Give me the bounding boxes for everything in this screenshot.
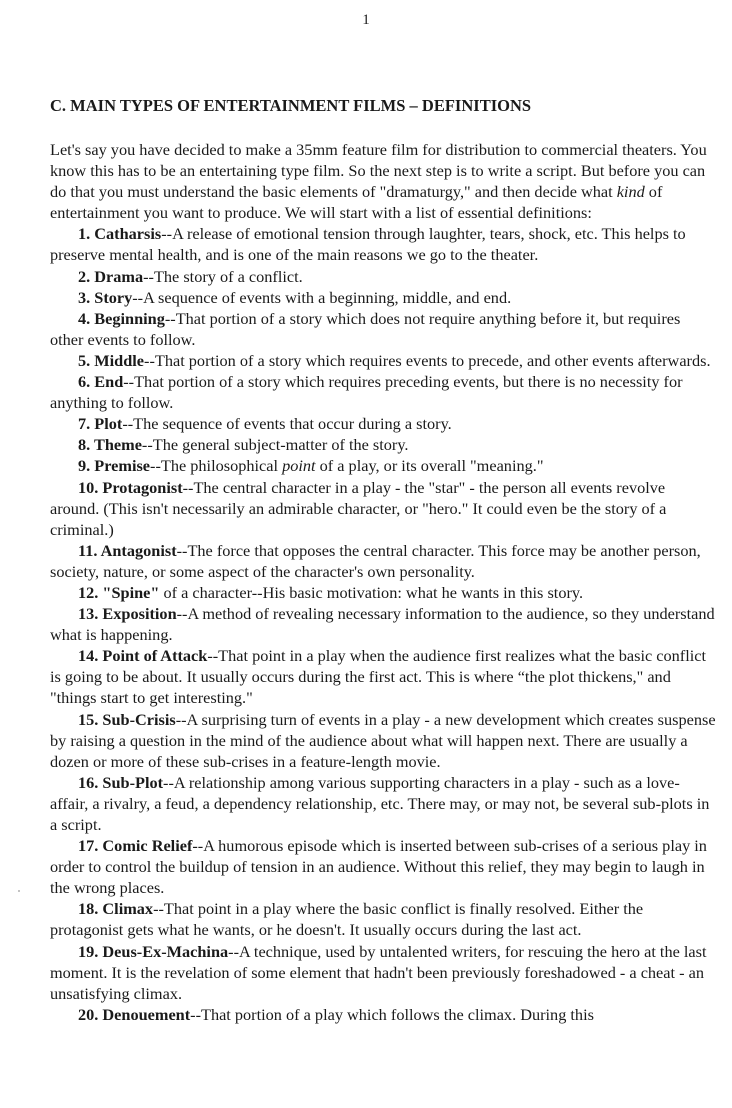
definition-text: --The central character in a play - the "star" - the person all events revolve around. (This isn't necessarily an admirable character, or "hero." It could even be the story of a criminal.) <box>50 477 667 539</box>
definition-text: --That point in a play where the basic conflict is finally resolved. Either the protagonist gets what he wants, or he doesn't. It usually occurs during the last act. <box>50 899 644 940</box>
definition-term: 10. Protagonist <box>78 477 183 497</box>
definition-point-of-attack <box>50 645 716 708</box>
definition-term: 5. Middle <box>78 350 145 370</box>
definition-term: 12. "Spine" <box>78 582 160 602</box>
definition-text: --That portion of a story which does not require anything before it, but requires other events to follow. <box>50 308 681 349</box>
definition-term: 16. Sub-Plot <box>78 772 164 792</box>
definition-premise <box>50 455 716 476</box>
definition-term: 13. Exposition <box>78 604 177 624</box>
intro-emphasis: kind <box>616 182 645 202</box>
definition-text: --A release of emotional tension through laughter, tears, shock, etc. This helps to preserve mental health, and is one of the main reasons we go to the theater. <box>50 224 686 265</box>
definition-deus-ex-machina <box>50 941 716 1004</box>
definition-text: --A technique, used by untalented writers, for rescuing the hero at the last moment. It is the revelation of some element that hadn't been previously foreshadowed - a cheat - an unsatisfying climax. <box>50 941 707 1003</box>
definition-protagonist <box>50 477 716 540</box>
definition-text: --A surprising turn of events in a play - a new development which creates suspense by raising a question in the mind of the audience about what will happen next. There are usually a dozen or more of these sub-crises in a feature-length movie. <box>50 709 716 771</box>
section-heading: C. MAIN TYPES OF ENTERTAINMENT FILMS – DEFINITIONS <box>50 96 532 115</box>
definition-term: 15. Sub-Crisis <box>78 709 176 729</box>
definition-text: --That point in a play when the audience first realizes what the basic conflict is going to be about. It usually occurs during the first act. This is where “the plot thickens," and "things start to get interesting." <box>50 646 706 708</box>
definition-text: --That portion of a story which requires preceding events, but there is no necessity for anything to follow. <box>50 372 683 413</box>
definition-theme <box>50 434 716 455</box>
definition-beginning <box>50 308 716 350</box>
scan-speck <box>18 890 20 892</box>
definition-end <box>50 371 716 413</box>
definition-term: 4. Beginning <box>78 308 165 328</box>
definition-sub-crisis <box>50 709 716 772</box>
definition-exposition <box>50 603 716 645</box>
definition-term: 1. Catharsis <box>78 224 162 244</box>
definition-text: --A sequence of events with a beginning, middle, and end. <box>132 287 512 307</box>
definition-term: 11. Antagonist <box>78 540 177 560</box>
definition-spine <box>50 582 716 603</box>
definition-term: 3. Story <box>78 287 133 307</box>
definition-climax <box>50 898 716 940</box>
page-number: 1 <box>362 12 370 28</box>
definition-term: 6. End <box>78 372 124 392</box>
definition-emphasis: point <box>282 456 316 476</box>
definition-term: 7. Plot <box>78 414 123 434</box>
document-body <box>50 139 716 1025</box>
definition-text: --That portion of a play which follows the climax. During this <box>190 1004 594 1024</box>
definition-term: 14. Point of Attack <box>78 646 208 666</box>
definition-comic-relief <box>50 835 716 898</box>
definition-text: --The general subject-matter of the story. <box>141 435 409 455</box>
definition-term: 9. Premise <box>78 456 151 476</box>
definition-denouement <box>50 1004 716 1025</box>
definition-text: --A relationship among various supporting characters in a play - such as a love-affair, a rivalry, a feud, a dependency relationship, etc. There may, or may not, be several sub-plots in a script. <box>50 772 710 834</box>
definition-antagonist <box>50 540 716 582</box>
definition-story <box>50 287 716 308</box>
definition-text-continued: of a play, or its overall "meaning." <box>315 456 544 476</box>
definition-text: --That portion of a story which requires events to precede, and other events afterwards. <box>144 350 711 370</box>
definition-catharsis <box>50 223 716 265</box>
definition-sub-plot <box>50 772 716 835</box>
definition-drama <box>50 266 716 287</box>
definition-text: --A method of revealing necessary information to the audience, so they understand what is happening. <box>50 604 715 645</box>
definition-text: --The force that opposes the central character. This force may be another person, society, nature, or some aspect of the character's own personality. <box>50 540 701 581</box>
definition-term: 8. Theme <box>78 435 142 455</box>
definition-text: --The sequence of events that occur during a story. <box>122 414 452 434</box>
definition-term: 17. Comic Relief <box>78 836 193 856</box>
definition-plot <box>50 413 716 434</box>
definition-term: 18. Climax <box>78 899 154 919</box>
definition-term: 19. Deus-Ex-Machina <box>78 941 229 961</box>
definition-text: --A humorous episode which is inserted between sub-crises of a serious play in order to control the buildup of tension in an audience. Without this relief, they may begin to laugh in the wrong places. <box>50 836 707 898</box>
definition-text: --The story of a conflict. <box>143 266 303 286</box>
intro-text: Let's say you have decided to make a 35mm feature film for distribution to commercial theaters. You know this has to be an entertaining type film. So the next step is to write a script. But before you can do that you must understand the basic elements of "dramaturgy," and then decide what <box>50 140 707 202</box>
definition-text: of a character--His basic motivation: what he wants in this story. <box>159 582 584 602</box>
definition-term: 20. Denouement <box>78 1004 191 1024</box>
intro-paragraph <box>50 139 716 223</box>
definition-text: --The philosophical <box>150 456 283 476</box>
definition-term: 2. Drama <box>78 266 144 286</box>
intro-text-continued: of entertainment you want to produce. We will start with a list of essential definitions: <box>50 182 663 223</box>
definition-middle <box>50 350 716 371</box>
